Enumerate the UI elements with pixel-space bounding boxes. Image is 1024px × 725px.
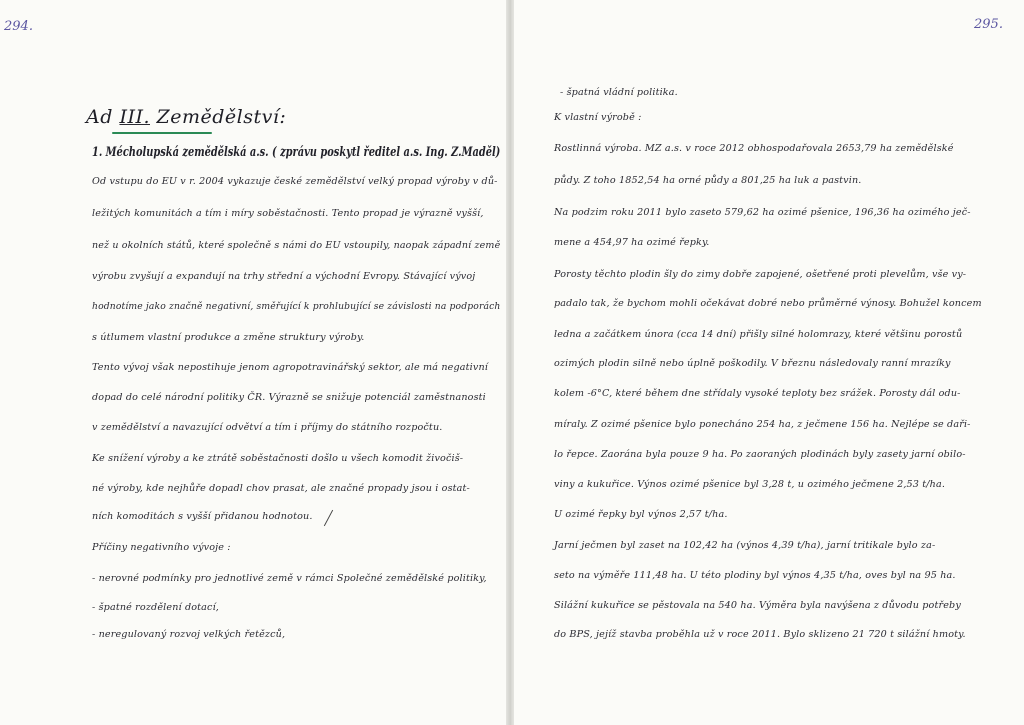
heading-underline [112,132,212,134]
text-line: padalo tak, že bychom mohli očekávat dobré nebo průměrné výnosy. Bohužel koncem [554,298,982,309]
text-line: s útlumem vlastní produkce a změne struktury výroby. [92,332,365,343]
text-line: K vlastní výrobě : [554,112,642,123]
text-line: - neregulovaný rozvoj velkých řetězců, [92,629,286,640]
text-line: U ozimé řepky byl výnos 2,57 t/ha. [554,509,728,520]
pen-stroke-mark [324,510,333,526]
text-line: výrobu zvyšují a expandují na trhy střední a východní Evropy. Stávající vývoj [92,271,476,282]
text-line: půdy. Z toho 1852,54 ha orné půdy a 801,25 ha luk a pastvin. [554,175,862,186]
text-line: - špatné rozdělení dotací, [92,602,219,613]
heading-prefix: Ad [86,106,113,128]
text-line: Silážní kukuřice se pěstovala na 540 ha. Výměra byla navýšena z důvodu potřeby [554,600,961,611]
text-line: mene a 454,97 ha ozimé řepky. [554,237,710,248]
heading-roman: III. [119,106,150,128]
text-line: né výroby, kde nejhůře dopadl chov prasat, ale značné propady jsou i ostat- [92,483,470,494]
text-line: ležitých komunitách a tím i míry soběstačnosti. Tento propad je výrazně vyšší, [92,208,484,219]
text-line: viny a kukuřice. Výnos ozimé pšenice byl 3,28 t, u ozimého ječmene 2,53 t/ha. [554,479,946,490]
text-line: lo řepce. Zaorána byla pouze 9 ha. Po zaoraných plodinách byly zasety jarní obilo- [554,449,966,460]
text-line: než u okolních států, které společně s námi do EU vstoupily, naopak západní země [92,240,501,251]
subheading: 1. Mécholupská zemědělská a.s. ( zprávu poskytl ředitel a.s. Ing. Z.Maděl) [92,145,501,160]
heading-title: Zemědělství: [156,106,287,128]
text-line: Ke snížení výroby a ke ztrátě soběstačnosti došlo u všech komodit živočiš- [92,453,464,464]
text-line: kolem -6°C, které během dne střídaly vysoké teploty bez srážek. Porosty dál odu- [554,388,961,399]
section-heading [86,108,286,127]
text-line: - nerovné podmínky pro jednotlivé země v rámci Společné zemědělské politiky, [92,573,487,584]
text-line: Tento vývoj však nepostihuje jenom agropotravinářský sektor, ale má negativní [92,362,489,373]
text-line: ních komoditách s vyšší přidanou hodnotou. [92,511,313,522]
text-line: Porosty těchto plodin šly do zimy dobře zapojené, ošetřené proti plevelům, vše vy- [554,269,967,280]
left-page-number: 294. [4,19,33,34]
text-line: Rostlinná výroba. MZ a.s. v roce 2012 obhospodařovala 2653,79 ha zemědělské [554,143,954,154]
text-line: hodnotíme jako značně negativní, směřující k prohlubující se závislosti na podporách [92,301,501,312]
right-page-number: 295. [974,17,1003,32]
text-line: míraly. Z ozimé pšenice bylo ponecháno 254 ha, z ječmene 156 ha. Nejlépe se daři- [554,419,971,430]
text-line: dopad do celé národní politiky ČR. Výrazně se snižuje potenciál zaměstnanosti [92,392,486,403]
text-line: seto na výměře 111,48 ha. U této plodiny byl výnos 4,35 t/ha, oves byl na 95 ha. [554,570,956,581]
text-line: - špatná vládní politika. [560,87,678,98]
left-page [0,0,508,725]
text-line: v zemědělství a navazující odvětví a tím i příjmy do státního rozpočtu. [92,422,443,433]
right-page [514,0,1024,725]
text-line: ozimých plodin silně nebo úplně poškodily. V březnu následovaly ranní mrazíky [554,358,951,369]
text-line: Jarní ječmen byl zaset na 102,42 ha (výnos 4,39 t/ha), jarní tritikale bylo za- [554,540,936,551]
text-line: Od vstupu do EU v r. 2004 vykazuje české zemědělství velký propad výroby v dů- [92,176,498,187]
text-line: Na podzim roku 2011 bylo zaseto 579,62 ha ozimé pšenice, 196,36 ha ozimého ječ- [554,207,971,218]
text-line: ledna a začátkem února (cca 14 dní) přišly silné holomrazy, které většinu porostů [554,329,963,340]
text-line: Příčiny negativního vývoje : [92,542,231,553]
text-line: do BPS, jejíž stavba proběhla už v roce 2011. Bylo sklizeno 21 720 t silážní hmoty. [554,629,966,640]
